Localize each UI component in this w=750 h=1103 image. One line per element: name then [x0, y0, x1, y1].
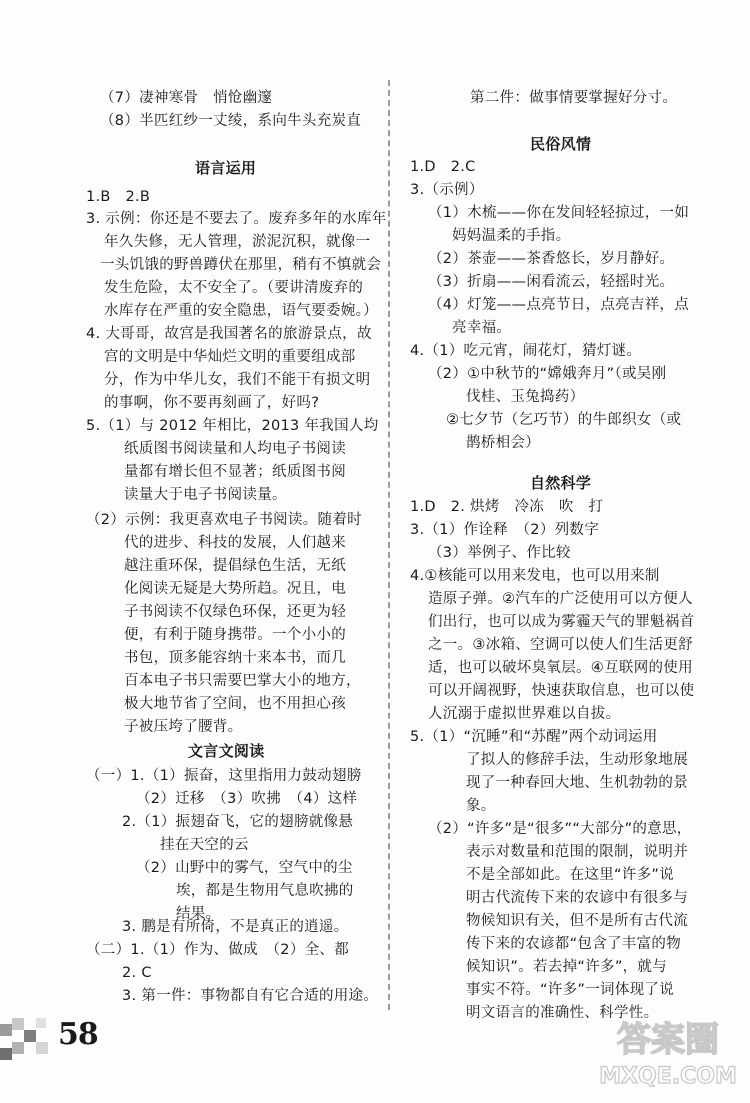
text-line: 3. 示例：你还是不要去了。废弃多年的水库年 [86, 211, 387, 227]
text-line: 之一。③冰箱、空调可以使人们生活更舒 [428, 637, 693, 653]
text-line: 1.D 2.C [410, 159, 476, 175]
text-line: 第二件：做事情要掌握好分寸。 [470, 90, 678, 106]
text-line: 4.①核能可以用来发电，也可以用来制 [410, 568, 660, 584]
text-line: （2）①中秋节的“嫦娥奔月”（或吴刚 [428, 366, 667, 382]
text-line: 明古代流传下来的农谚中有很多与 [466, 890, 688, 906]
text-line: 人沉溺于虚拟世界难以自拔。 [428, 706, 621, 722]
watermark-top: 答案圈 [617, 1020, 719, 1060]
text-line: 宫的文明是中华灿烂文明的重要组成部 [104, 349, 356, 365]
text-line: 明文语言的准确性、科学性。 [466, 1005, 659, 1021]
text-line: （8）半匹红纱一丈绫，系向牛头充炭直 [100, 113, 362, 129]
text-line: 传下来的农谚都“包含了丰富的物 [466, 936, 682, 952]
corner-decoration [0, 1018, 58, 1063]
text-line: 极大地节省了空间，也不用担心孩 [124, 696, 346, 712]
text-line: 事实不符。“许多”一词体现了说 [466, 982, 675, 998]
text-line: 分，作为中华儿女，我们不能干有损文明 [104, 372, 371, 388]
text-line: 1.D 2. 烘烤 冷冻 吹 打 [410, 499, 604, 515]
text-line: 纸质图书阅读量和人均电子书阅读 [124, 441, 346, 457]
text-line: 2. C [122, 965, 152, 981]
text-line: 子书阅读不仅绿色环保，还更为轻 [124, 604, 346, 620]
text-line: 3.（1）作诠释 （2）列数字 [410, 522, 600, 538]
text-line: 发生危险，太不安全了。（要讲清废弃的 [104, 280, 364, 296]
text-line: 挂在天空的云 [160, 837, 249, 853]
text-line: 伐桂、玉兔捣药） [466, 389, 585, 405]
text-line: 代的进步、科技的发展，人们越来 [124, 535, 346, 551]
text-line: （2）迁移 （3）吹拂 （4）这样 [136, 791, 358, 807]
text-line: 结果。 [176, 906, 221, 922]
text-line: （2）茶壶——茶香悠长，岁月静好。 [428, 251, 675, 267]
text-line: （3）折扇——闲看流云，轻摇时光。 [428, 274, 675, 290]
text-line: 候知识”。若去掉“许多”，就与 [466, 959, 668, 975]
text-line: 年久失修，无人管理，淤泥沉积，就像一 [104, 234, 371, 250]
page-number: 58 [58, 1017, 98, 1052]
section-heading: 民俗风情 [530, 135, 592, 153]
text-line: （7）凄神寒骨 悄怆幽邃 [100, 90, 273, 106]
text-line: 量都有增长但不显著；纸质图书阅 [124, 464, 346, 480]
text-line: （4）灯笼——点亮节日，点亮吉祥，点 [428, 297, 690, 313]
watermark-logo [598, 1013, 738, 1089]
text-line: 便，有利于随身携带。一个小小的 [124, 627, 346, 643]
text-line: 亮幸福。 [452, 320, 512, 336]
text-line: （1）木梳——你在发间轻轻掠过，一如 [428, 205, 690, 221]
section-heading: 文言文阅读 [188, 742, 265, 760]
text-line: 1.B 2.B [86, 189, 151, 205]
column-divider [388, 80, 390, 1010]
text-line: 读量大于电子书阅读量。 [124, 487, 287, 503]
text-line: 适，也可以破坏臭氧层。④互联网的使用 [428, 660, 693, 676]
text-line: （2）示例：我更喜欢电子书阅读。随着时 [86, 512, 362, 528]
text-line: 象。 [466, 798, 496, 814]
text-line: 越注重环保，提倡绿色生活，无纸 [124, 558, 346, 574]
section-heading: 自然科学 [530, 474, 592, 492]
text-line: 一头饥饿的野兽蹲伏在那里，稍有不慎就会 [100, 257, 382, 273]
text-line: 百本电子书只需要巴掌大小的地方， [124, 673, 361, 689]
text-line: （2）“许多”是“很多”“大部分”的意思， [428, 821, 692, 837]
text-line: 子被压垮了腰背。 [124, 719, 243, 735]
text-line: 2.（1）振翅奋飞，它的翅膀就像悬 [122, 814, 354, 830]
text-line: 鹊桥相会） [466, 435, 540, 451]
text-line: 埃，都是生物用气息吹拂的 [176, 883, 354, 899]
text-line: （2）山野中的雾气，空气中的尘 [136, 860, 353, 876]
text-line: 的事啊，你不要再刻画了，好吗? [104, 395, 320, 411]
text-line: 水库存在严重的安全隐患，语气要委婉。） [104, 303, 378, 319]
text-line: 5.（1）“沉睡”和“苏醒”两个动词运用 [410, 729, 658, 745]
text-line: ②七夕节（乞巧节）的牛郎织女（或 [446, 412, 682, 428]
text-line: 4.（1）吃元宵，闹花灯，猜灯谜。 [410, 343, 642, 359]
watermark-bottom: MXQE.COM [599, 1064, 737, 1089]
text-line: 可以开阔视野，快速获取信息，也可以使 [428, 683, 695, 699]
text-line: 表示对数量和范围的限制，说明并 [466, 844, 688, 860]
text-line: （一）1.（1）振奋，这里指用力鼓动翅膀 [86, 768, 362, 784]
text-line: 3. 第一件：事物都自有它合适的用途。 [122, 988, 379, 1004]
text-line: 书包，顶多能容纳十来本书，而几 [124, 650, 346, 666]
text-line: 3. 鹏是有所倚，不是真正的逍遥。 [122, 919, 349, 935]
text-line: 造原子弹。②汽车的广泛使用可以方便人 [428, 591, 693, 607]
text-line: 5.（1）与 2012 年相比，2013 年我国人均 [86, 418, 379, 434]
text-line: 了拟人的修辞手法，生动形象地展 [466, 752, 688, 768]
text-line: 3.（示例） [410, 182, 484, 198]
text-line: （3）举例子、作比较 [428, 545, 571, 561]
text-line: 现了一种春回大地、生机勃勃的景 [466, 775, 688, 791]
text-line: 物候知识有关，但不是所有古代流 [466, 913, 688, 929]
text-line: 不是全部如此。在这里“许多”说 [466, 867, 675, 883]
text-line: （二）1.（1）作为、做成 （2）全、都 [86, 942, 350, 958]
text-line: 4. 大哥哥，故宫是我国著名的旅游景点，故 [86, 326, 372, 342]
text-line: 化阅读无疑是大势所趋。况且，电 [124, 581, 346, 597]
text-line: 们出行，也可以成为雾霾天气的罪魁祸首 [428, 614, 695, 630]
text-line: 妈妈温柔的手指。 [452, 228, 571, 244]
section-heading: 语言运用 [195, 159, 257, 177]
